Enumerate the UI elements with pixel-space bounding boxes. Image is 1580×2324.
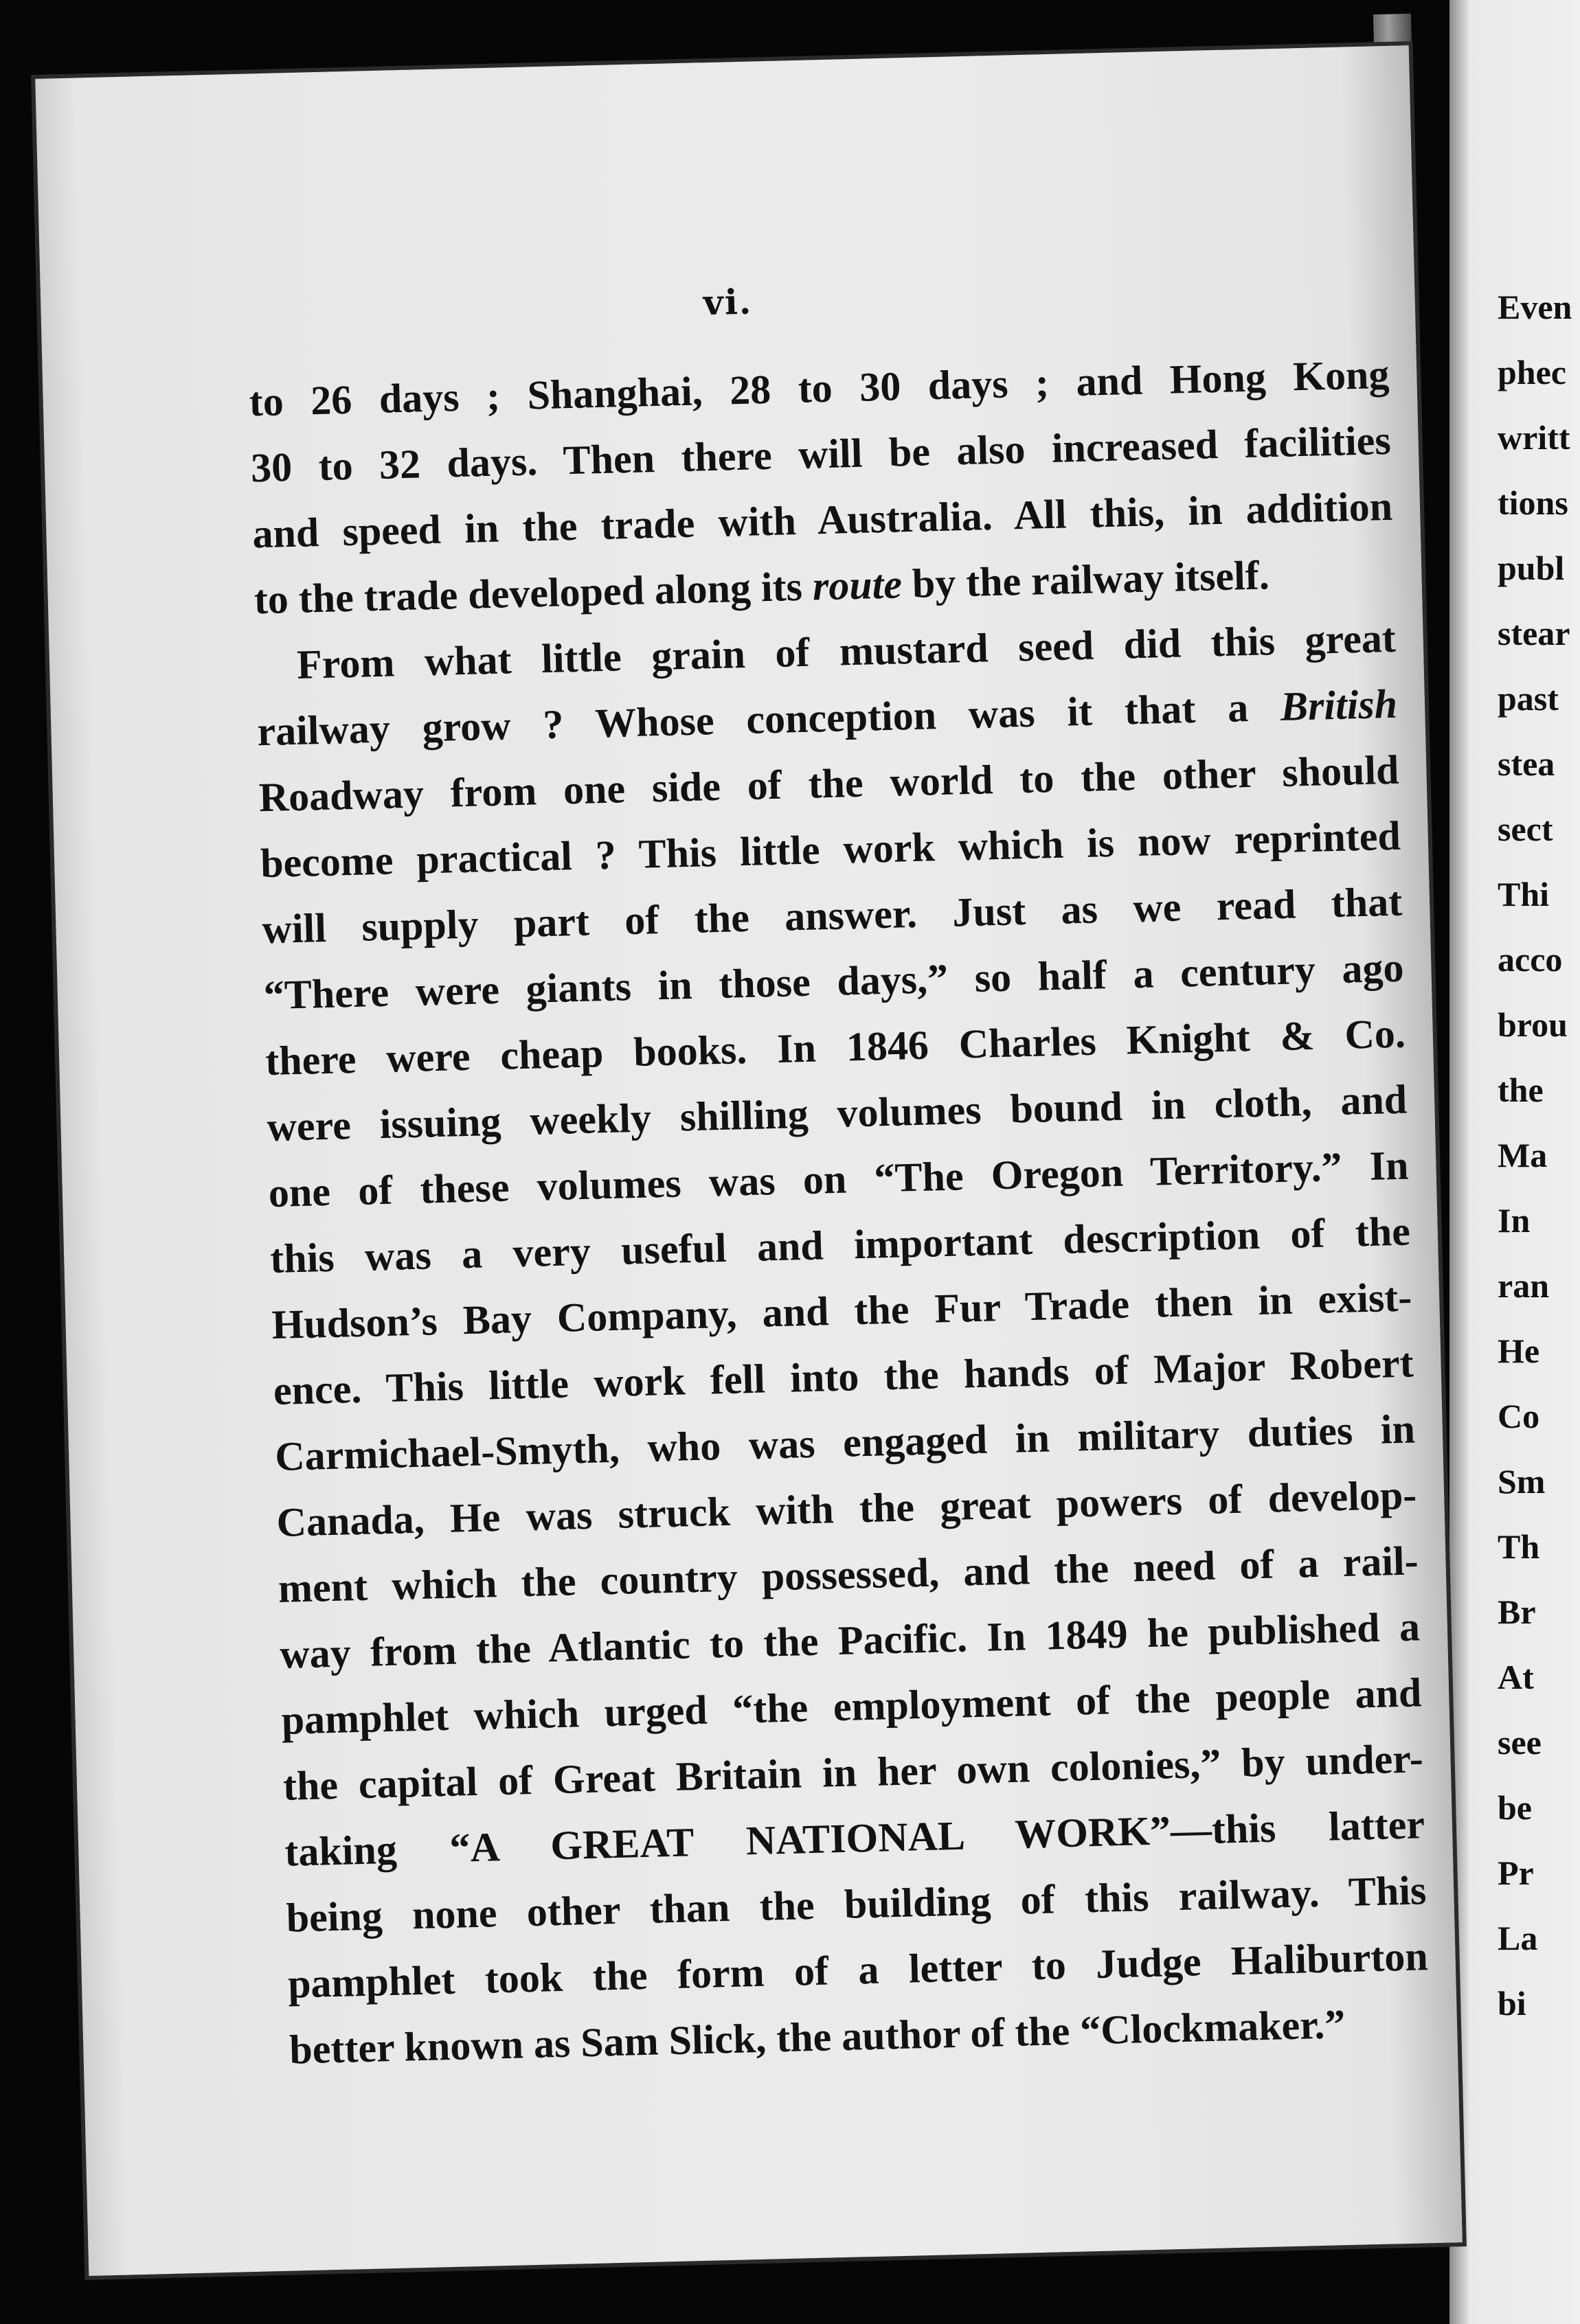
text-line: there were cheap books. In 1846 Charles Knight & Co. xyxy=(264,1010,1406,1084)
text-line: will supply part of the answer. Just as we read that xyxy=(261,878,1403,953)
text-line: From what little grain of mustard seed did this great xyxy=(296,615,1397,687)
facing-text-fragment: Even xyxy=(1498,288,1572,326)
page-number: vi. xyxy=(703,281,753,323)
text-line: 30 to 32 days. Then there will be also increased facilities xyxy=(250,417,1392,491)
facing-text-fragment: La xyxy=(1498,1919,1538,1957)
facing-text-fragment: Br xyxy=(1498,1593,1536,1631)
text-line: to 26 days ; Shanghai, 28 to 30 days ; and Hong Kong xyxy=(248,351,1390,425)
facing-text-fragment: In xyxy=(1498,1201,1531,1240)
text-line: this was a very useful and important description of the xyxy=(269,1208,1411,1282)
facing-page-text xyxy=(1498,275,1580,2036)
facing-text-fragment: acco xyxy=(1498,940,1563,979)
facing-text-fragment: see xyxy=(1498,1723,1542,1762)
facing-text-fragment: Ma xyxy=(1498,1136,1548,1174)
facing-text-fragment: Pr xyxy=(1498,1854,1534,1892)
facing-text-fragment: At xyxy=(1498,1658,1534,1696)
text-line: being none other than the building of this railway. This xyxy=(285,1867,1427,1941)
facing-text-fragment: Sm xyxy=(1498,1462,1546,1501)
facing-text-fragment: brou xyxy=(1498,1005,1568,1044)
facing-text-fragment: writt xyxy=(1498,418,1570,457)
facing-text-fragment: publ xyxy=(1498,549,1565,587)
text-line: ment which the country possessed, and the need of a rail- xyxy=(278,1538,1419,1611)
text-line: taking “A GREAT NATIONAL WORK”—this latter xyxy=(284,1801,1425,1875)
facing-text-fragment: Thi xyxy=(1498,875,1550,913)
text-line: Canada, He was struck with the great powers of develop- xyxy=(275,1472,1417,1545)
facing-text-fragment: be xyxy=(1498,1788,1532,1827)
text-line: Hudson’s Bay Company, and the Fur Trade then in exist- xyxy=(271,1274,1412,1348)
facing-text-fragment: phec xyxy=(1498,353,1566,391)
book-page xyxy=(35,45,1463,2276)
facing-text-fragment: the xyxy=(1498,1071,1544,1109)
facing-text-fragment: past xyxy=(1498,679,1559,718)
facing-text-fragment: ran xyxy=(1498,1266,1549,1305)
text-line: “There were giants in those days,” so half a century ago xyxy=(263,944,1405,1018)
text-line: Roadway from one side of the world to the other should xyxy=(258,747,1400,821)
text-line: and speed in the trade with Australia. All this, in addition xyxy=(251,483,1393,557)
text-line: better known as Sam Slick, the author of the “Clockmaker.” xyxy=(289,2001,1346,2073)
text-line: railway grow ? Whose conception was it that a British xyxy=(256,681,1398,755)
facing-text-fragment: stear xyxy=(1498,614,1570,652)
text-line: pamphlet which urged “the employment of the people and xyxy=(280,1670,1423,1743)
facing-text-fragment: sect xyxy=(1498,810,1553,848)
text-line: way from the Atlantic to the Pacific. In 1849 he published a xyxy=(279,1604,1421,1677)
text-line: one of these volumes was on “The Oregon Territory.” In xyxy=(268,1142,1410,1216)
facing-text-fragment: Co xyxy=(1498,1397,1540,1435)
text-line: Carmichael-Smyth, who was engaged in military duties in xyxy=(274,1406,1416,1479)
text-line: become practical ? This little work which is now reprinted xyxy=(260,812,1401,887)
text-line: to the trade developed along its route by the railway itself. xyxy=(253,552,1270,623)
text-line: the capital of Great Britain in her own colonies,” by under- xyxy=(282,1735,1424,1809)
text-line: pamphlet took the form of a letter to Judge Haliburton xyxy=(287,1933,1429,2007)
text-line: ence. This little work fell into the hands of Major Robert xyxy=(273,1340,1414,1413)
facing-text-fragment: bi xyxy=(1498,1984,1526,2023)
text-line: were issuing weekly shilling volumes bound in cloth, and xyxy=(266,1076,1408,1150)
facing-text-fragment: stea xyxy=(1498,744,1555,783)
page-body-text xyxy=(249,341,1430,2083)
facing-text-fragment: He xyxy=(1498,1332,1540,1370)
facing-text-fragment: tions xyxy=(1498,483,1568,522)
facing-text-fragment: Th xyxy=(1498,1527,1540,1566)
